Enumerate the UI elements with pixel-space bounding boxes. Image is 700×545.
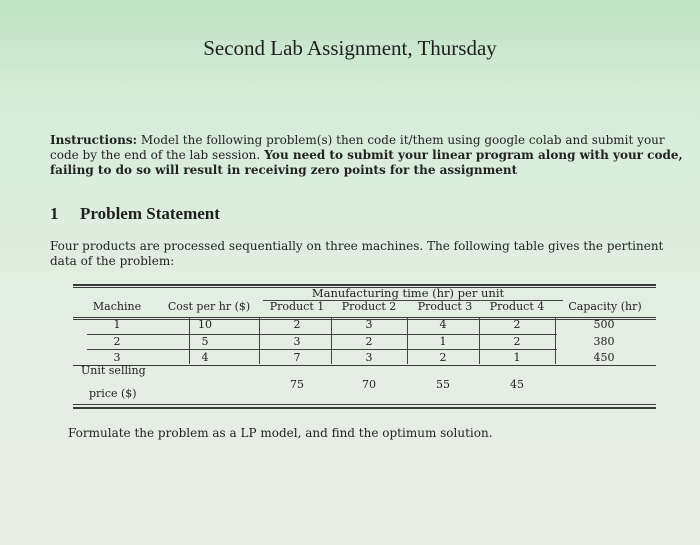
problem-intro: Four products are processed sequentially on three machines. The following table gives the pertinent data of the problem: xyxy=(50,239,664,268)
table-cell: 3 xyxy=(365,351,373,364)
price-label-line-2: price ($) xyxy=(89,387,137,400)
table-bottom-rule-2 xyxy=(73,407,656,409)
instructions-paragraph xyxy=(50,133,690,178)
table-cell: 5 xyxy=(201,335,209,348)
price-product-1: 75 xyxy=(290,378,304,391)
header-product-3: Product 3 xyxy=(417,300,473,313)
table-cell: 1 xyxy=(113,318,121,331)
document-title: Second Lab Assignment, Thursday xyxy=(203,36,497,60)
instructions-label: Instructions: xyxy=(50,133,138,147)
header-product-2: Product 2 xyxy=(341,300,397,313)
grid-vline xyxy=(479,318,480,364)
table-cell: 2 xyxy=(365,335,373,348)
table-cell: 1 xyxy=(513,351,521,364)
table-cell: 3 xyxy=(293,335,301,348)
header-product-1: Product 1 xyxy=(269,300,325,313)
grid-vline xyxy=(555,318,556,364)
table-cell: 2 xyxy=(513,335,521,348)
table-cell: 2 xyxy=(113,335,121,348)
table-cell: 2 xyxy=(513,318,521,331)
data-bottom-rule xyxy=(73,365,656,366)
table-cell: 3 xyxy=(365,318,373,331)
section-heading xyxy=(50,204,220,224)
table-cell: 10 xyxy=(198,318,212,331)
table-cell: 500 xyxy=(593,318,615,331)
grid-vline xyxy=(331,318,332,364)
data-table xyxy=(73,284,656,412)
header-cost: Cost per hr ($) xyxy=(167,300,251,313)
table-cell: 380 xyxy=(593,335,615,348)
section-title: Problem Statement xyxy=(80,204,220,223)
table-cell: 7 xyxy=(293,351,301,364)
row-divider xyxy=(87,334,557,335)
row-divider xyxy=(87,349,557,350)
header-capacity: Capacity (hr) xyxy=(568,300,642,313)
table-cell: 4 xyxy=(201,351,209,364)
header-machine: Machine xyxy=(92,300,142,313)
table-cell: 3 xyxy=(113,351,121,364)
group-header: Manufacturing time (hr) per unit xyxy=(311,286,505,300)
table-cell: 2 xyxy=(439,351,447,364)
table-bottom-rule xyxy=(73,404,656,405)
table-cell: 1 xyxy=(439,335,447,348)
grid-vline xyxy=(407,318,408,364)
table-cell: 2 xyxy=(293,318,301,331)
instructions-text: Model the following problem(s) then code it/them using google colab and submit your code by the end of the lab session. xyxy=(50,133,665,162)
footer-text: Formulate the problem as a LP model, and find the optimum solution. xyxy=(68,426,493,440)
price-product-4: 45 xyxy=(510,378,524,391)
price-product-2: 70 xyxy=(362,378,376,391)
instructions-bold-text: You need to submit your linear program along with your code, failing to do so will result in receiving zero points for the assignment xyxy=(50,148,683,177)
grid-vline xyxy=(259,318,260,364)
table-cell: 450 xyxy=(593,351,615,364)
table-cell: 4 xyxy=(439,318,447,331)
price-product-3: 55 xyxy=(436,378,450,391)
header-product-4: Product 4 xyxy=(489,300,545,313)
section-number: 1 xyxy=(50,204,59,223)
price-label-line-1: Unit selling xyxy=(81,364,146,377)
